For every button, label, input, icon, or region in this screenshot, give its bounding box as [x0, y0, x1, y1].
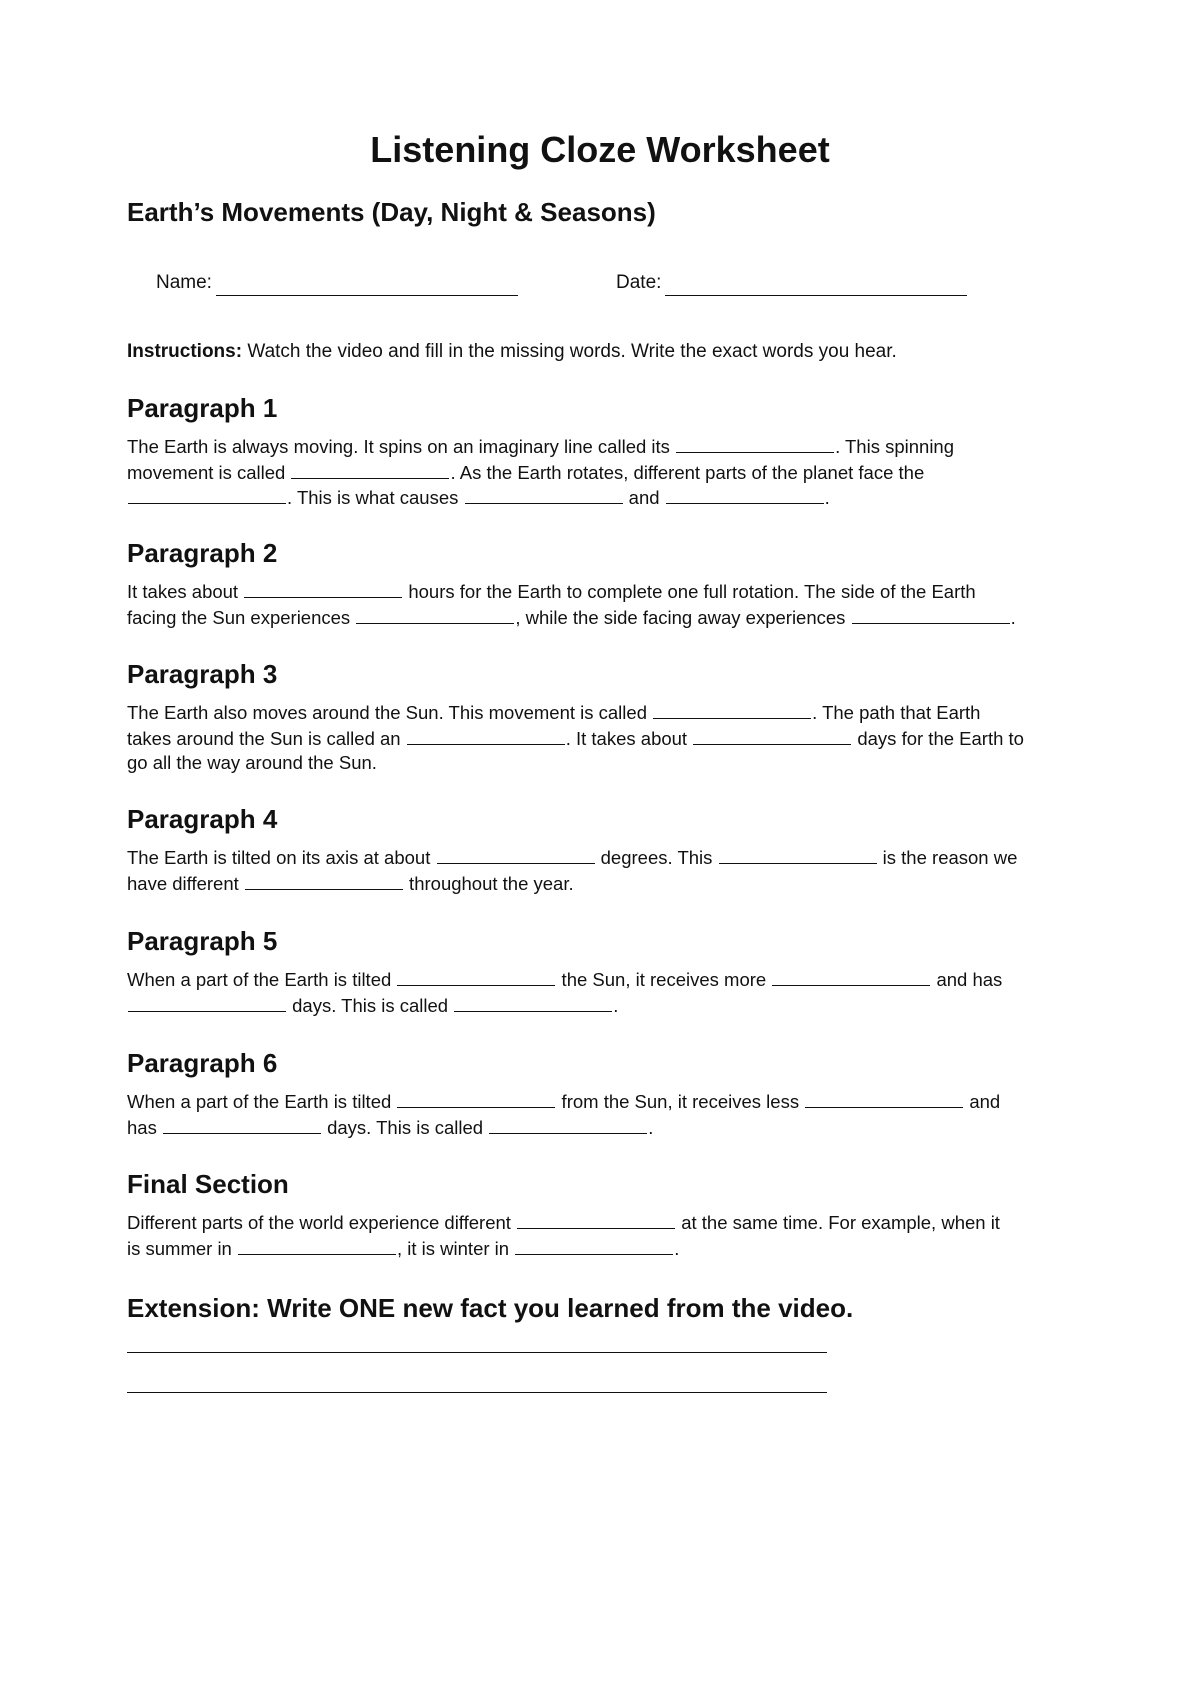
- paragraph-text: [127, 845, 1087, 896]
- fill-in-blank[interactable]: [666, 485, 824, 504]
- fill-in-blank[interactable]: [653, 700, 811, 719]
- paragraph-heading: Final Section: [127, 1169, 289, 1199]
- paragraph-text: [127, 434, 1087, 511]
- text-segment: The Earth is always moving. It spins on an imaginary line called its: [127, 436, 676, 457]
- fill-in-blank[interactable]: [454, 993, 612, 1012]
- fill-in-blank[interactable]: [128, 993, 286, 1012]
- date-field: [616, 270, 967, 296]
- text-segment: .: [824, 487, 830, 508]
- text-segment: , while the side facing away experiences: [515, 606, 851, 628]
- paragraph-line: [127, 1089, 1087, 1115]
- paragraph-line: [127, 845, 1087, 871]
- paragraph-line: [127, 751, 1087, 776]
- paragraph-line: [127, 605, 1087, 631]
- text-segment: throughout the year.: [403, 872, 574, 894]
- instructions-label: Instructions:: [127, 341, 243, 362]
- paragraph-heading: Paragraph 6: [127, 1048, 278, 1078]
- name-field: [156, 270, 518, 296]
- fill-in-blank[interactable]: [676, 434, 834, 453]
- text-segment: days for the Earth to: [852, 727, 1024, 749]
- paragraph-line: [127, 993, 1087, 1019]
- fill-in-blank[interactable]: [852, 605, 1010, 624]
- text-segment: degrees. This: [595, 847, 718, 868]
- text-segment: . It takes about: [565, 727, 693, 749]
- paragraph-line: [127, 1115, 1087, 1141]
- paragraph-line: [127, 726, 1087, 752]
- name-blank-line[interactable]: [216, 275, 518, 296]
- text-segment: is summer in: [127, 1237, 237, 1259]
- paragraph-line: [127, 485, 1087, 511]
- text-segment: Different parts of the world experience different: [127, 1212, 517, 1233]
- instructions-text: Watch the video and fill in the missing words. Write the exact words you hear.: [242, 341, 897, 362]
- fill-in-blank[interactable]: [805, 1089, 963, 1108]
- text-segment: hours for the Earth to complete one full rotation. The side of the Earth: [403, 581, 976, 602]
- text-segment: movement is called: [127, 461, 291, 483]
- text-segment: has: [127, 1116, 162, 1138]
- text-segment: . This is what causes: [287, 487, 464, 508]
- fill-in-blank[interactable]: [397, 1089, 555, 1108]
- paragraph-line: [127, 579, 1087, 605]
- text-segment: .: [648, 1116, 654, 1138]
- page-title: Listening Cloze Worksheet: [370, 129, 830, 170]
- text-segment: , it is winter in: [397, 1237, 515, 1259]
- paragraph-heading: Paragraph 2: [127, 538, 278, 568]
- fill-in-blank[interactable]: [772, 967, 930, 986]
- fill-in-blank[interactable]: [693, 726, 851, 745]
- paragraph-line: [127, 1210, 1087, 1236]
- fill-in-blank[interactable]: [517, 1210, 675, 1229]
- instructions: [127, 339, 897, 365]
- fill-in-blank[interactable]: [356, 605, 514, 624]
- text-segment: The Earth is tilted on its axis at about: [127, 847, 436, 868]
- fill-in-blank[interactable]: [719, 845, 877, 864]
- text-segment: .: [1010, 606, 1016, 628]
- paragraph-heading: Paragraph 5: [127, 926, 278, 956]
- text-segment: facing the Sun experiences: [127, 606, 356, 628]
- text-segment: days. This is called: [321, 1116, 489, 1138]
- text-segment: takes around the Sun is called an: [127, 727, 406, 749]
- fill-in-blank[interactable]: [437, 845, 595, 864]
- fill-in-blank[interactable]: [407, 726, 565, 745]
- text-segment: from the Sun, it receives less: [556, 1091, 805, 1112]
- text-segment: is the reason we: [877, 847, 1018, 868]
- text-segment: have different: [127, 872, 244, 894]
- paragraph-text: [127, 967, 1087, 1018]
- date-blank-line[interactable]: [665, 275, 967, 296]
- text-segment: and: [623, 487, 665, 508]
- fill-in-blank[interactable]: [245, 871, 403, 890]
- text-segment: and: [964, 1091, 1001, 1112]
- paragraph-line: [127, 700, 1087, 726]
- paragraph-line: [127, 460, 1087, 486]
- paragraph-line: [127, 1236, 1087, 1262]
- text-segment: It takes about: [127, 581, 244, 602]
- text-segment: When a part of the Earth is tilted: [127, 969, 397, 990]
- paragraph-line: [127, 434, 1087, 460]
- text-segment: .: [613, 994, 619, 1016]
- extension-answer-line[interactable]: [127, 1352, 827, 1353]
- fill-in-blank[interactable]: [244, 579, 402, 598]
- fill-in-blank[interactable]: [291, 460, 449, 479]
- text-segment: . The path that Earth: [812, 702, 981, 723]
- page-subtitle: Earth’s Movements (Day, Night & Seasons): [127, 197, 656, 227]
- fill-in-blank[interactable]: [465, 485, 623, 504]
- text-segment: When a part of the Earth is tilted: [127, 1091, 397, 1112]
- paragraph-text: [127, 579, 1087, 630]
- paragraph-line: [127, 871, 1087, 897]
- paragraph-text: [127, 1210, 1087, 1261]
- text-segment: days. This is called: [287, 994, 454, 1016]
- text-segment: . As the Earth rotates, different parts of the planet face the: [450, 461, 925, 483]
- fill-in-blank[interactable]: [128, 485, 286, 504]
- date-label: Date:: [616, 272, 662, 293]
- name-label: Name:: [156, 272, 212, 293]
- extension-heading: Extension: Write ONE new fact you learned from the video.: [127, 1293, 854, 1323]
- text-segment: .: [674, 1237, 680, 1259]
- text-segment: go all the way around the Sun.: [127, 752, 377, 773]
- paragraph-heading: Paragraph 1: [127, 393, 278, 423]
- paragraph-line: [127, 967, 1087, 993]
- fill-in-blank[interactable]: [397, 967, 555, 986]
- fill-in-blank[interactable]: [238, 1236, 396, 1255]
- text-segment: and has: [931, 969, 1003, 990]
- text-segment: The Earth also moves around the Sun. This movement is called: [127, 702, 653, 723]
- text-segment: the Sun, it receives more: [556, 969, 772, 990]
- fill-in-blank[interactable]: [489, 1115, 647, 1134]
- text-segment: at the same time. For example, when it: [676, 1212, 1000, 1233]
- fill-in-blank[interactable]: [515, 1236, 673, 1255]
- fill-in-blank[interactable]: [163, 1115, 321, 1134]
- text-segment: . This spinning: [835, 436, 955, 457]
- paragraph-text: [127, 700, 1087, 776]
- extension-answer-line[interactable]: [127, 1392, 827, 1393]
- paragraph-text: [127, 1089, 1087, 1140]
- paragraph-heading: Paragraph 4: [127, 804, 278, 834]
- paragraph-heading: Paragraph 3: [127, 659, 278, 689]
